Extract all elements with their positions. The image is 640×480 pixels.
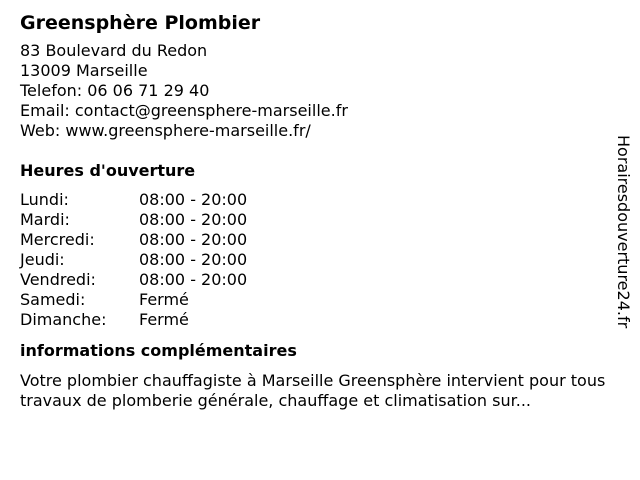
- address-street: 83 Boulevard du Redon: [20, 41, 208, 60]
- address-city: 13009 Marseille: [20, 61, 148, 80]
- hours-day: Vendredi:: [20, 270, 96, 289]
- hours-day: Jeudi:: [20, 250, 65, 269]
- website-line[interactable]: [20, 121, 620, 141]
- hours-row: [20, 230, 247, 250]
- business-card: [20, 10, 620, 411]
- hours-row: [20, 270, 247, 290]
- email-link[interactable]: Email: contact@greensphere-marseille.fr: [20, 101, 348, 120]
- hours-time: Fermé: [139, 310, 189, 329]
- hours-time: Fermé: [139, 290, 189, 309]
- hours-time: 08:00 - 20:00: [139, 250, 248, 269]
- opening-hours-table: [20, 190, 247, 330]
- phone-line: Telefon: 06 06 71 29 40: [20, 81, 210, 100]
- email-line[interactable]: [20, 101, 620, 121]
- hours-row: [20, 250, 247, 270]
- business-description: Votre plombier chauffagiste à Marseille Greensphère intervient pour tous travaux de plomberie générale, chauffage et climatisation sur...: [20, 371, 606, 410]
- hours-time: 08:00 - 20:00: [139, 230, 248, 249]
- hours-day: Samedi:: [20, 290, 86, 309]
- hours-day: Lundi:: [20, 190, 69, 209]
- hours-time: 08:00 - 20:00: [139, 210, 248, 229]
- hours-row: [20, 210, 247, 230]
- additional-info-heading: informations complémentaires: [20, 341, 297, 360]
- hours-row: [20, 190, 247, 210]
- website-link[interactable]: Web: www.greensphere-marseille.fr/: [20, 121, 311, 140]
- hours-row: [20, 290, 247, 310]
- hours-row: [20, 310, 247, 330]
- opening-hours-heading: Heures d'ouverture: [20, 161, 196, 180]
- site-watermark: Horairesdouverture24.fr: [614, 135, 633, 329]
- business-name: Greensphère Plombier: [20, 12, 261, 34]
- hours-time: 08:00 - 20:00: [139, 270, 248, 289]
- hours-time: 08:00 - 20:00: [139, 190, 248, 209]
- hours-day: Mercredi:: [20, 230, 95, 249]
- hours-day: Dimanche:: [20, 310, 107, 329]
- hours-day: Mardi:: [20, 210, 70, 229]
